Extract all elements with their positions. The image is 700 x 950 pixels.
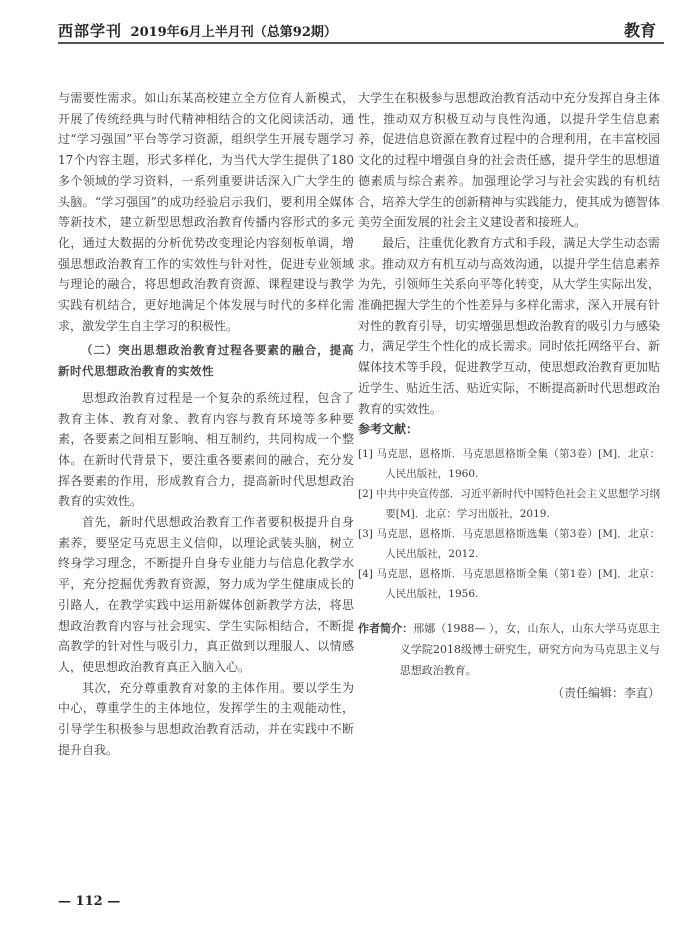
paragraph: 与需要性需求。如山东某高校建立全方位育人新模式，开展了传统经典与时代精神相结合的文化阅读活动，通过“学习强国”平台等学习资源，组织学生开展专题学习17个内容主题，形式多样化，为当代大学生提供了180多个领域的学习资料，一系列重要讲话深入广大学生的头脑。“学习强国”的成功经验启示我们，要利用全媒体等新技术，建立新型思想政治教育传播内容形式的多元化，通过大数据的分析优势改变理论内容刻板单调，增强思想政治教育工作的实效性与针对性，促进专业领域与理论的融合，将思想政治教育资源、课程建设与教学实践有机结合，更好地满足个体发展与时代的多样化需求，激发学生自主学习的积极性。 xyxy=(58,91,354,333)
reference-item: [2] 中共中央宣传部．习近平新时代中国特色社会主义思想学习纲要[M]．北京：学习出版社，2019. xyxy=(358,487,660,520)
paragraph: 首先，新时代思想政治教育工作者要积极提升自身素养，要坚定马克思主义信仰，以理论武装头脑，树立终身学习理念，不断提升自身专业能力与信息化教学水平，充分挖掘优秀教育资源，努力成为学生健康成长的引路人，在教学实践中运用新媒体创新教学方法，将思想政治教育内容与社会现实、学生实际相结合，不断提高教学的针对性与吸引力，真正做到以理服人、以情感人，使思想政治教育真正入脑入心。 xyxy=(58,515,354,674)
author-bio xyxy=(358,618,660,681)
reference-item: [4] 马克思，恩格斯．马克思恩格斯全集（第1卷）[M]．北京：人民出版社，1956. xyxy=(358,567,660,600)
reference-list xyxy=(358,444,660,604)
left-column xyxy=(58,88,354,761)
section-label: 教育 xyxy=(623,21,656,40)
reference-item: [1] 马克思，恩格斯．马克思恩格斯全集（第3卷）[M]．北京：人民出版社，1960. xyxy=(358,447,660,480)
author-bio-text: 邢娜（1988— ），女，山东人，山东大学马克思主义学院2018级博士研究生，研究方向为马克思主义与思想政治教育。 xyxy=(399,621,660,677)
author-bio-label: 作者简介： xyxy=(358,621,414,635)
paragraph: 大学生在积极参与思想政治教育活动中充分发挥自身主体性，推动双方积极互动与良性沟通，以提升学生信息素养，促进信息资源在教育过程中的合理利用，在丰富校园文化的过程中增强自身的社会责任感，提升学生的思想道德素质与综合素养。加强理论学习与社会实践的有机结合，培养大学生的创新精神与实践能力，使其成为德智体美劳全面发展的社会主义建设者和接班人。 xyxy=(358,91,660,230)
header-rule xyxy=(58,42,664,44)
paragraph: 其次，充分尊重教育对象的主体作用。要以学生为中心，尊重学生的主体地位，发挥学生的主观能动性，引导学生积极参与思想政治教育活动，并在实践中不断提升自我。 xyxy=(58,680,354,757)
journal-masthead: 西部学刊 xyxy=(58,22,123,40)
section-subheading: （二）突出思想政治教育过程各要素的融合，提高新时代思想政治教育的实效性 xyxy=(58,343,354,379)
references-title: 参考文献： xyxy=(358,422,419,437)
paragraph: 最后，注重优化教育方式和手段，满足大学生动态需求。推动双方有机互动与高效沟通，以提升学生信息素养为先，引领师生关系向平等化转变，从大学生实际出发，准确把握大学生的个性差异与多样化需求，深入开展有针对性的教育引导，切实增强思想政治教育的吸引力与感染力，满足学生个性化的成长需求。同时依托网络平台、新媒体技术等手段，促进教学互动，使思想政治教育更加贴近学生、贴近生活、贴近实际，不断提高新时代思想政治教育的实效性。 xyxy=(358,235,660,416)
right-column xyxy=(358,88,660,704)
issue-info: 2019年6月上半月刊（总第92期） xyxy=(130,25,337,40)
page-number: — 112 — xyxy=(58,894,121,909)
paragraph: 思想政治教育过程是一个复杂的系统过程，包含了教育主体、教育对象、教育内容与教育环境等多种要素，各要素之间相互影响、相互制约，共同构成一个整体。在新时代背景下，要注重各要素间的融合，充分发挥各要素的作用，形成教育合力，提高新时代思想政治教育的实效性。 xyxy=(58,390,354,509)
page-header xyxy=(58,14,664,44)
journal-info xyxy=(58,20,337,41)
reference-item: [3] 马克思，恩格斯．马克思恩格斯选集（第3卷）[M]．北京：人民出版社，2012. xyxy=(358,527,660,560)
responsible-editor: （责任编辑：李直） xyxy=(551,685,660,700)
